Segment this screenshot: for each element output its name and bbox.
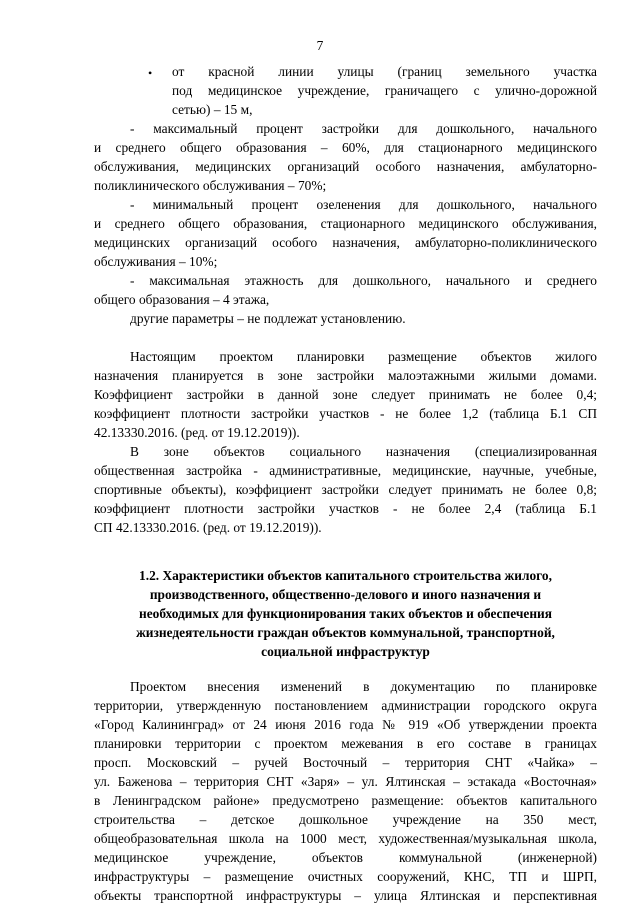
section-heading-line: жизнедеятельности граждан объектов коммунальной, транспортной,: [136, 625, 555, 640]
paragraph-line: коэффициент плотности застройки участков - не более 2,4 (таблица Б.1: [94, 501, 597, 516]
param-line: и среднего общего образования, стационарного медицинского обслуживания,: [94, 216, 597, 231]
param-line: другие параметры – не подлежат установлению.: [130, 311, 406, 326]
paragraph-line: инфраструктуры – размещение очистных сооружений, КНС, ТП и ШРП,: [94, 869, 597, 884]
param-line: обслуживания – 10%;: [94, 254, 218, 269]
paragraph-line: территории, утвержденную постановлением администрации городского округа: [94, 698, 597, 713]
paragraph-line: планировки территории с проектом межевания в его составе в границах: [94, 736, 597, 751]
bullet-line: от красной линии улицы (границ земельного участка: [172, 64, 597, 79]
paragraph-line: Настоящим проектом планировки размещение объектов жилого: [130, 349, 597, 364]
paragraph-line: СП 42.13330.2016. (ред. от 19.12.2019)).: [94, 520, 322, 535]
paragraph-line: просп. Московский – ручей Восточный – территория СНТ «Чайка» –: [94, 755, 597, 770]
param-line: общего образования – 4 этажа,: [94, 292, 270, 307]
paragraph-line: Проектом внесения изменений в документацию по планировке: [130, 679, 597, 694]
param-line: обслуживания, медицинских организаций особого назначения, амбулаторно-: [94, 159, 597, 174]
section-heading-line: необходимых для функционирования таких объектов и обеспечения: [139, 606, 552, 621]
param-line: и среднего общего образования – 60%, для стационарного медицинского: [94, 140, 597, 155]
bullet-line: сетью) – 15 м,: [172, 102, 253, 117]
param-line: поликлинического обслуживания – 70%;: [94, 178, 327, 193]
param-line: - максимальный процент застройки для дошкольного, начального: [130, 121, 597, 136]
paragraph-line: спортивные объекты), коэффициент застройки следует принимать не более 0,8;: [94, 482, 597, 497]
paragraph-line: общественная застройка - административные, медицинские, научные, учебные,: [94, 463, 597, 478]
section-heading-line: социальной инфраструктур: [261, 644, 430, 659]
paragraph-line: медицинское учреждение, объектов коммунальной (инженерной): [94, 850, 597, 865]
paragraph-line: «Город Калининград» от 24 июня 2016 года № 919 «Об утверждении проекта: [94, 717, 597, 732]
param-line: медицинских организаций особого назначения, амбулаторно-поликлинического: [94, 235, 597, 250]
paragraph-line: в Ленинградском районе» предусмотрено размещение: объектов капитального: [94, 793, 597, 808]
paragraph-line: коэффициент плотности застройки участков - не более 1,2 (таблица Б.1 СП: [94, 406, 597, 421]
paragraph-line: строительства – детское дошкольное учреждение на 350 мест,: [94, 812, 597, 827]
paragraph-line: Коэффициент застройки в данной зоне следует принимать не более 0,4;: [94, 387, 597, 402]
page-number: 7: [316, 38, 324, 53]
param-line: - минимальный процент озеленения для дошкольного, начального: [130, 197, 597, 212]
paragraph-line: назначения планируется в зоне застройки малоэтажными жилыми домами.: [94, 368, 597, 383]
paragraph-line: В зоне объектов социального назначения (специализированная: [130, 444, 597, 459]
section-heading-line: 1.2. Характеристики объектов капитального строительства жилого,: [139, 568, 552, 583]
param-line: - максимальная этажность для дошкольного, начального и среднего: [130, 273, 597, 288]
bullet-icon: •: [148, 66, 153, 80]
paragraph-line: объекты транспортной инфраструктуры – улица Ялтинская и перспективная: [94, 888, 597, 903]
paragraph-line: 42.13330.2016. (ред. от 19.12.2019)).: [94, 425, 300, 440]
paragraph-line: общеобразовательная школа на 1000 мест, художественная/музыкальная школа,: [94, 831, 597, 846]
section-heading-line: производственного, общественно-делового и иного назначения и: [149, 587, 542, 602]
paragraph-line: ул. Баженова – территория СНТ «Заря» – ул. Ялтинская – эстакада «Восточная»: [94, 774, 597, 789]
bullet-line: под медицинское учреждение, граничащего с улично-дорожной: [172, 83, 597, 98]
